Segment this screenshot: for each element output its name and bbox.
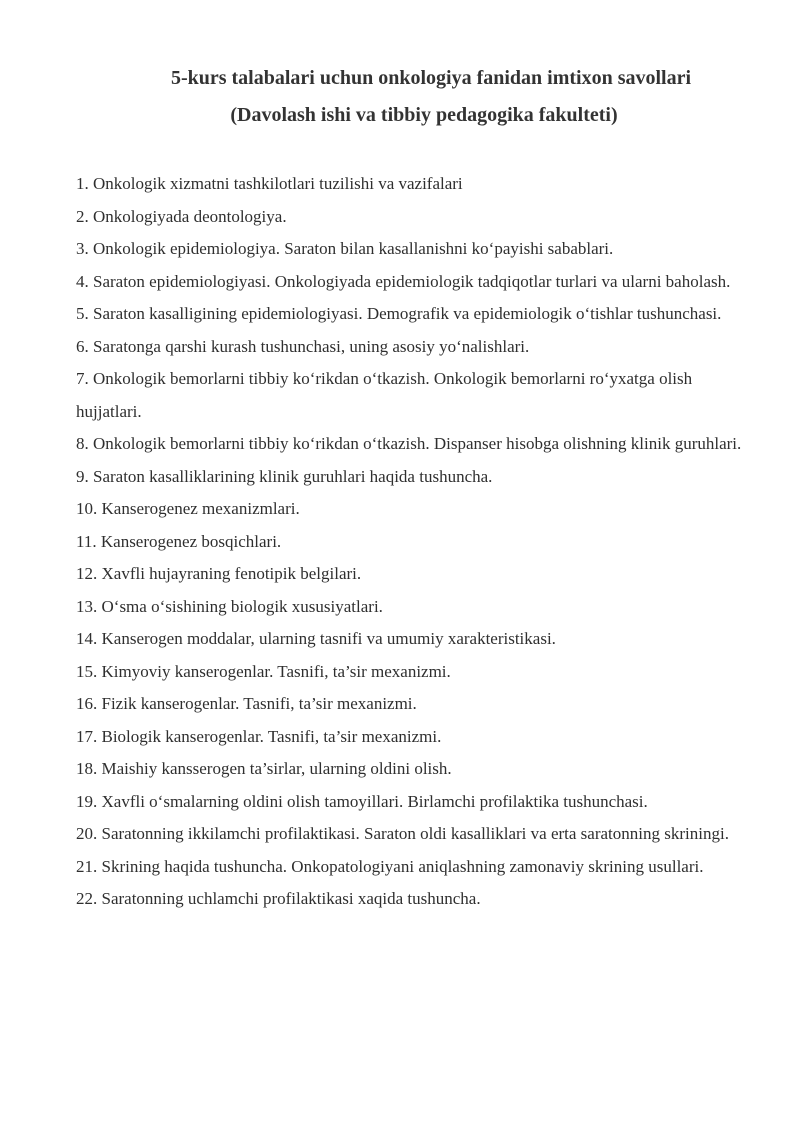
list-item: 7. Onkologik bemorlarni tibbiy ko‘rikdan o‘tkazish. Onkologik bemorlarni ro‘yxatga olish hujjatlari. [76, 369, 693, 421]
list-item: 17. Biologik kanserogenlar. Tasnifi, ta’sir mexanizmi. [76, 726, 442, 746]
list-item: 16. Fizik kanserogenlar. Tasnifi, ta’sir mexanizmi. [76, 694, 417, 713]
list-item: 1. Onkologik xizmatni tashkilotlari tuzilishi va vazifalari [76, 174, 463, 193]
list-item: 20. Saratonning ikkilamchi profilaktikasi. Saraton oldi kasalliklari va erta saratonning skriningi. [76, 824, 729, 843]
document-title: 5-kurs talabalari uchun onkologiya fanidan imtixon savollari [170, 67, 692, 89]
list-item: 12. Xavfli hujayraning fenotipik belgilari. [76, 564, 362, 583]
list-item: 19. Xavfli o‘smalarning oldini olish tamoyillari. Birlamchi profilaktika tushunchasi. [76, 791, 648, 811]
list-item: 6. Saratonga qarshi kurash tushunchasi, uning asosiy yo‘nalishlari. [76, 336, 530, 356]
list-item: 22. Saratonning uchlamchi profilaktikasi xaqida tushuncha. [76, 889, 481, 908]
question-list [76, 168, 744, 916]
document-subtitle: (Davolash ishi va tibbiy pedagogika fakulteti) [230, 104, 618, 126]
list-item: 10. Kanserogenez mexanizmlari. [76, 499, 300, 518]
list-item: 11. Kanserogenez bosqichlari. [76, 531, 282, 551]
list-item: 5. Saraton kasalligining epidemiologiyasi. Demografik va epidemiologik o‘tishlar tushunchasi. [76, 304, 722, 323]
list-item: 13. O‘sma o‘sishining biologik xususiyatlari. [76, 596, 383, 616]
list-item: 3. Onkologik epidemiologiya. Saraton bilan kasallanishni ko‘payishi sabablari. [76, 239, 614, 258]
list-item: 14. Kanserogen moddalar, ularning tasnifi va umumiy xarakteristikasi. [76, 629, 556, 648]
list-item: 8. Onkologik bemorlarni tibbiy ko‘rikdan o‘tkazish. Dispanser hisobga olishning klinik guruhlari. [76, 434, 742, 453]
list-item: 15. Kimyoviy kanserogenlar. Tasnifi, ta’sir mexanizmi. [76, 661, 451, 681]
list-item: 21. Skrining haqida tushuncha. Onkopatologiyani aniqlashning zamonaviy skrining usullari. [76, 856, 704, 876]
list-item: 4. Saraton epidemiologiyasi. Onkologiyada epidemiologik tadqiqotlar turlari va ularni baholash. [76, 271, 731, 291]
list-item: 18. Maishiy kansserogen ta’sirlar, ularning oldini olish. [76, 759, 452, 778]
list-item: 2. Onkologiyada deontologiya. [76, 206, 287, 226]
list-item: 9. Saraton kasalliklarining klinik guruhlari haqida tushuncha. [76, 466, 493, 486]
